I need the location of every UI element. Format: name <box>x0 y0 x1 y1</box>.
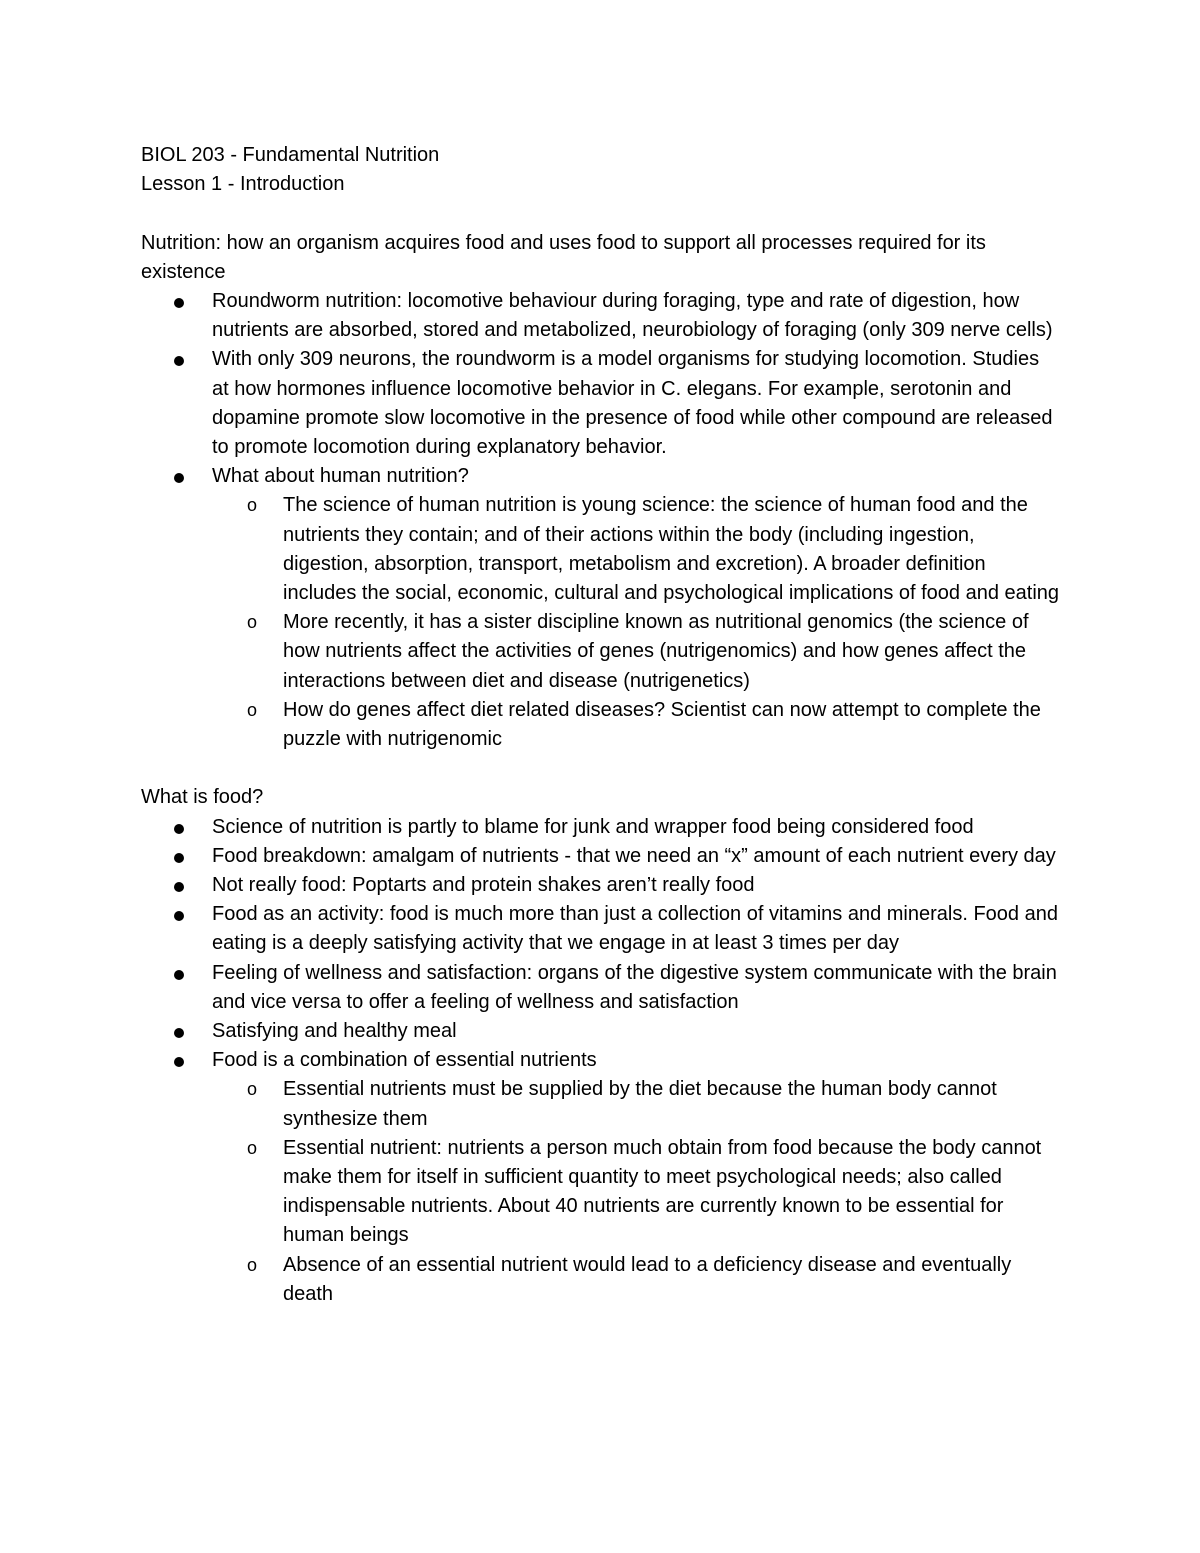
list-item: Feeling of wellness and satisfaction: organs of the digestive system communicate with the brain and vice versa to offer a feeling of wellness and satisfaction <box>141 959 1061 1017</box>
circle-bullet-icon: o <box>247 612 258 633</box>
nutrition-bullet-list <box>141 287 1061 754</box>
list-item: Food as an activity: food is much more than just a collection of vitamins and minerals. Food and eating is a deeply satisfying activity that we engage in at least 3 times per day <box>141 900 1061 958</box>
course-title: BIOL 203 - Fundamental Nutrition <box>141 144 440 166</box>
sub-list-item: o Essential nutrient: nutrients a person much obtain from food because the body cannot make them for itself in sufficient quantity to meet psychological needs; also called indispensable nutrients. About 40 nutrients are currently known to be essential for human beings <box>141 1134 1061 1251</box>
circle-bullet-icon: o <box>247 1137 258 1158</box>
blank-line <box>141 754 1061 783</box>
circle-bullet-icon: o <box>247 699 258 720</box>
bullet-icon <box>174 1057 184 1067</box>
sub-list-item: o Essential nutrients must be supplied by the diet because the human body cannot synthesize them <box>141 1075 1061 1133</box>
bullet-icon <box>174 1028 184 1038</box>
sub-list-item: o Absence of an essential nutrient would lead to a deficiency disease and eventually death <box>141 1251 1061 1309</box>
circle-bullet-icon: o <box>247 1254 258 1275</box>
bullet-icon <box>174 853 184 863</box>
lesson-title: Lesson 1 - Introduction <box>141 173 345 196</box>
circle-bullet-icon: o <box>247 495 258 516</box>
bullet-icon <box>174 298 184 308</box>
circle-bullet-icon: o <box>247 1079 258 1100</box>
bullet-icon <box>174 911 184 921</box>
food-bullet-list <box>141 813 1061 1309</box>
sub-list-item: o The science of human nutrition is young science: the science of human food and the nutrients they contain; and of their actions within the body (including ingestion, digestion, absorption, transport, metabolism and excretion). A broader definition includes the social, economic, cultural and psychological implications of food and eating <box>141 491 1061 608</box>
bullet-icon <box>174 473 184 483</box>
list-item: Food breakdown: amalgam of nutrients - that we need an “x” amount of each nutrient every day <box>141 842 1061 871</box>
bullet-icon <box>174 970 184 980</box>
list-item: Roundworm nutrition: locomotive behaviour during foraging, type and rate of digestion, how nutrients are absorbed, stored and metabolized, neurobiology of foraging (only 309 nerve cells) <box>141 287 1061 345</box>
sub-list-item: o How do genes affect diet related diseases? Scientist can now attempt to complete the puzzle with nutrigenomic <box>141 696 1061 754</box>
list-item: With only 309 neurons, the roundworm is a model organisms for studying locomotion. Studies at how hormones influence locomotive behavior in C. elegans. For example, serotonin and dopamine promote slow locomotive in the presence of food while other compound are released to promote locomotion during explanatory behavior. <box>141 345 1061 462</box>
list-item: Satisfying and healthy meal <box>141 1017 1061 1046</box>
food-heading: What is food? <box>141 786 264 809</box>
bullet-icon <box>174 824 184 834</box>
list-item: Food is a combination of essential nutrients <box>141 1046 1061 1075</box>
bullet-icon <box>174 356 184 366</box>
blank-line <box>141 199 1061 228</box>
document-page <box>141 141 1061 1309</box>
bullet-icon <box>174 882 184 892</box>
list-item: Not really food: Poptarts and protein shakes aren’t really food <box>141 871 1061 900</box>
list-item: Science of nutrition is partly to blame for junk and wrapper food being considered food <box>141 813 1061 842</box>
list-item: What about human nutrition? <box>141 462 1061 491</box>
nutrition-definition: Nutrition: how an organism acquires food and uses food to support all processes required for its existence <box>141 231 986 283</box>
sub-list-item: o More recently, it has a sister discipline known as nutritional genomics (the science of how nutrients affect the activities of genes (nutrigenomics) and how genes affect the interactions between diet and disease (nutrigenetics) <box>141 608 1061 696</box>
